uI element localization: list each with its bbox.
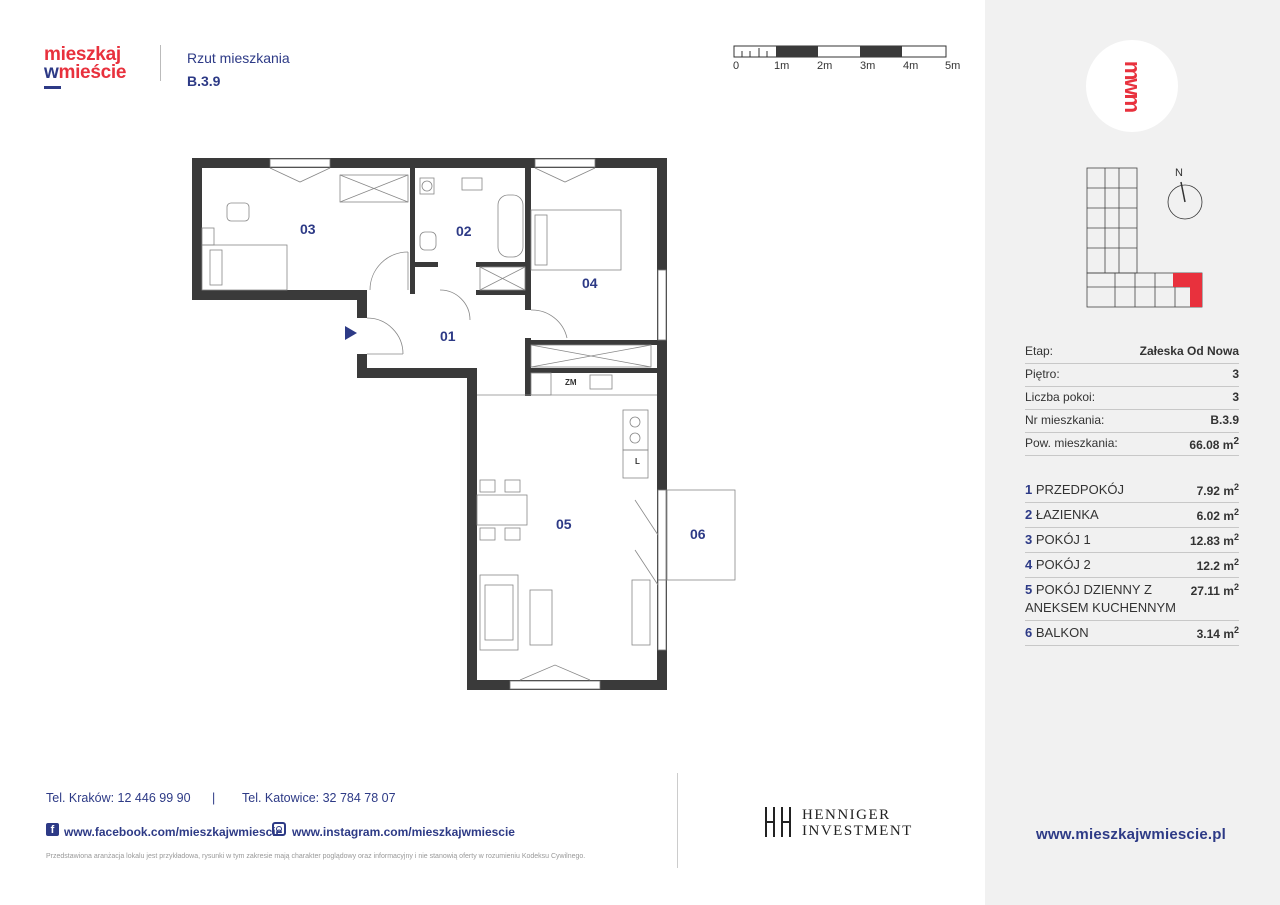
info-label: Etap: [1025,344,1054,358]
room-label-06: 06 [690,526,706,542]
room-number: 1 [1025,482,1033,497]
badge-text: mwm [1120,60,1145,112]
room-number: 2 [1025,507,1033,522]
room-title: POKÓJ 1 [1035,532,1091,547]
room-area-sup: 2 [1233,482,1239,492]
info-label: Nr mieszkania: [1025,413,1105,427]
room-area-value: 12.2 m [1196,559,1234,573]
info-value: Załeska Od Nowa [1139,344,1239,358]
info-row-floor [1025,364,1239,387]
rooms-table [1025,478,1239,646]
room-label-05: 05 [556,516,572,532]
info-label: Liczba pokoi: [1025,390,1096,404]
info-value: B.3.9 [1210,413,1239,427]
room-row-1 [1025,478,1239,503]
north-label: N [1175,167,1183,179]
room-number: 6 [1025,625,1033,640]
info-value: 3 [1232,390,1239,404]
scale-label-0: 0 [733,60,740,72]
area-value: 66.08 m [1189,438,1234,452]
instagram-icon[interactable] [272,822,286,836]
brand-logo[interactable] [44,46,126,89]
room-label-02: 02 [456,223,472,239]
info-row-number [1025,410,1239,433]
room-area-value: 6.02 m [1196,509,1234,523]
room-area [1190,532,1239,548]
scale-graphic [733,45,948,61]
room-name [1025,481,1185,499]
room-row-4 [1025,553,1239,578]
disclaimer: Przedstawiona aranżacja lokalu jest przykładowa, rysunki w tym zakresie mają charakter poglądowy oraz informacyjny i nie stanowią oferty w rozumieniu Kodeksu Cywilnego. [46,853,586,860]
logo-w: w [44,62,59,83]
room-area-sup: 2 [1233,507,1239,517]
phone-krakow[interactable]: Tel. Kraków: 12 446 99 90 [46,791,191,805]
area-unit-sup: 2 [1233,436,1239,447]
room-area [1197,625,1239,641]
footer-divider [677,773,678,868]
info-row-stage [1025,341,1239,364]
floor-plan [180,150,750,715]
instagram-link[interactable]: www.instagram.com/mieszkajwmiescie [292,825,515,839]
room-row-5 [1025,578,1239,621]
room-name [1025,581,1185,617]
room-name [1025,624,1185,642]
website-link[interactable]: www.mieszkajwmiescie.pl [1036,826,1226,843]
logo-line2 [44,64,126,82]
apartment-highlight [1173,273,1202,307]
apartment-info-table [1025,341,1239,456]
room-title: ŁAZIENKA [1035,507,1099,522]
room-row-3 [1025,528,1239,553]
scale-label-4: 4m [903,60,919,72]
henniger-mark-icon [762,805,796,839]
info-value: 3 [1232,367,1239,381]
info-value [1189,436,1239,452]
info-row-area [1025,433,1239,456]
room-title: POKÓJ 2 [1035,557,1091,572]
room-label-03: 03 [300,221,316,237]
room-area [1197,482,1239,498]
room-area [1197,557,1239,573]
info-label: Piętro: [1025,367,1060,381]
logo-underline [44,86,61,89]
room-row-6 [1025,621,1239,646]
room-name [1025,556,1185,574]
header-divider [160,45,161,81]
room-name [1025,506,1185,524]
room-area [1197,507,1239,523]
room-row-2 [1025,503,1239,528]
info-row-rooms [1025,387,1239,410]
facebook-icon[interactable]: f [46,823,59,836]
room-area-value: 12.83 m [1189,534,1234,548]
scale-label-2: 2m [817,60,833,72]
investor-line2: INVESTMENT [802,823,913,839]
room-area [1191,582,1239,598]
plan-title: Rzut mieszkania [187,50,290,66]
scale-bar [733,45,961,72]
room-number: 3 [1025,532,1033,547]
logo-line1: mieszkaj [44,44,121,65]
plan-code: B.3.9 [187,73,221,89]
room-number: 5 [1025,582,1033,597]
room-area-value: 3.14 m [1196,627,1234,641]
room-title: POKÓJ DZIENNY Z ANEKSEM KUCHENNYM [1025,582,1176,615]
scale-label-3: 3m [860,60,876,72]
room-label-zm: ZM [565,378,577,387]
scale-label-5: 5m [945,60,961,72]
room-label-l: L [635,457,640,466]
room-area-sup: 2 [1233,557,1239,567]
room-title: PRZEDPOKÓJ [1035,482,1124,497]
room-label-01: 01 [440,328,456,344]
facebook-link[interactable]: www.facebook.com/mieszkajwmiescie [64,825,283,839]
info-sidebar [985,0,1280,905]
room-area-sup: 2 [1233,532,1239,542]
logo-rest: mieście [58,62,127,83]
room-title: BALKON [1035,625,1089,640]
info-label: Pow. mieszkania: [1025,436,1118,450]
room-area-value: 7.92 m [1196,484,1234,498]
room-name [1025,531,1185,549]
scale-label-1: 1m [774,60,790,72]
phone-katowice[interactable]: Tel. Katowice: 32 784 78 07 [242,791,396,805]
room-area-value: 27.11 m [1190,584,1234,598]
room-area-sup: 2 [1233,625,1239,635]
room-number: 4 [1025,557,1033,572]
phone-separator: | [212,791,216,805]
room-area-sup: 2 [1233,582,1239,592]
north-arrow-icon [1165,162,1210,222]
brand-badge [1086,40,1178,132]
investor-line1: HENNIGER [802,807,891,823]
room-label-04: 04 [582,275,598,291]
